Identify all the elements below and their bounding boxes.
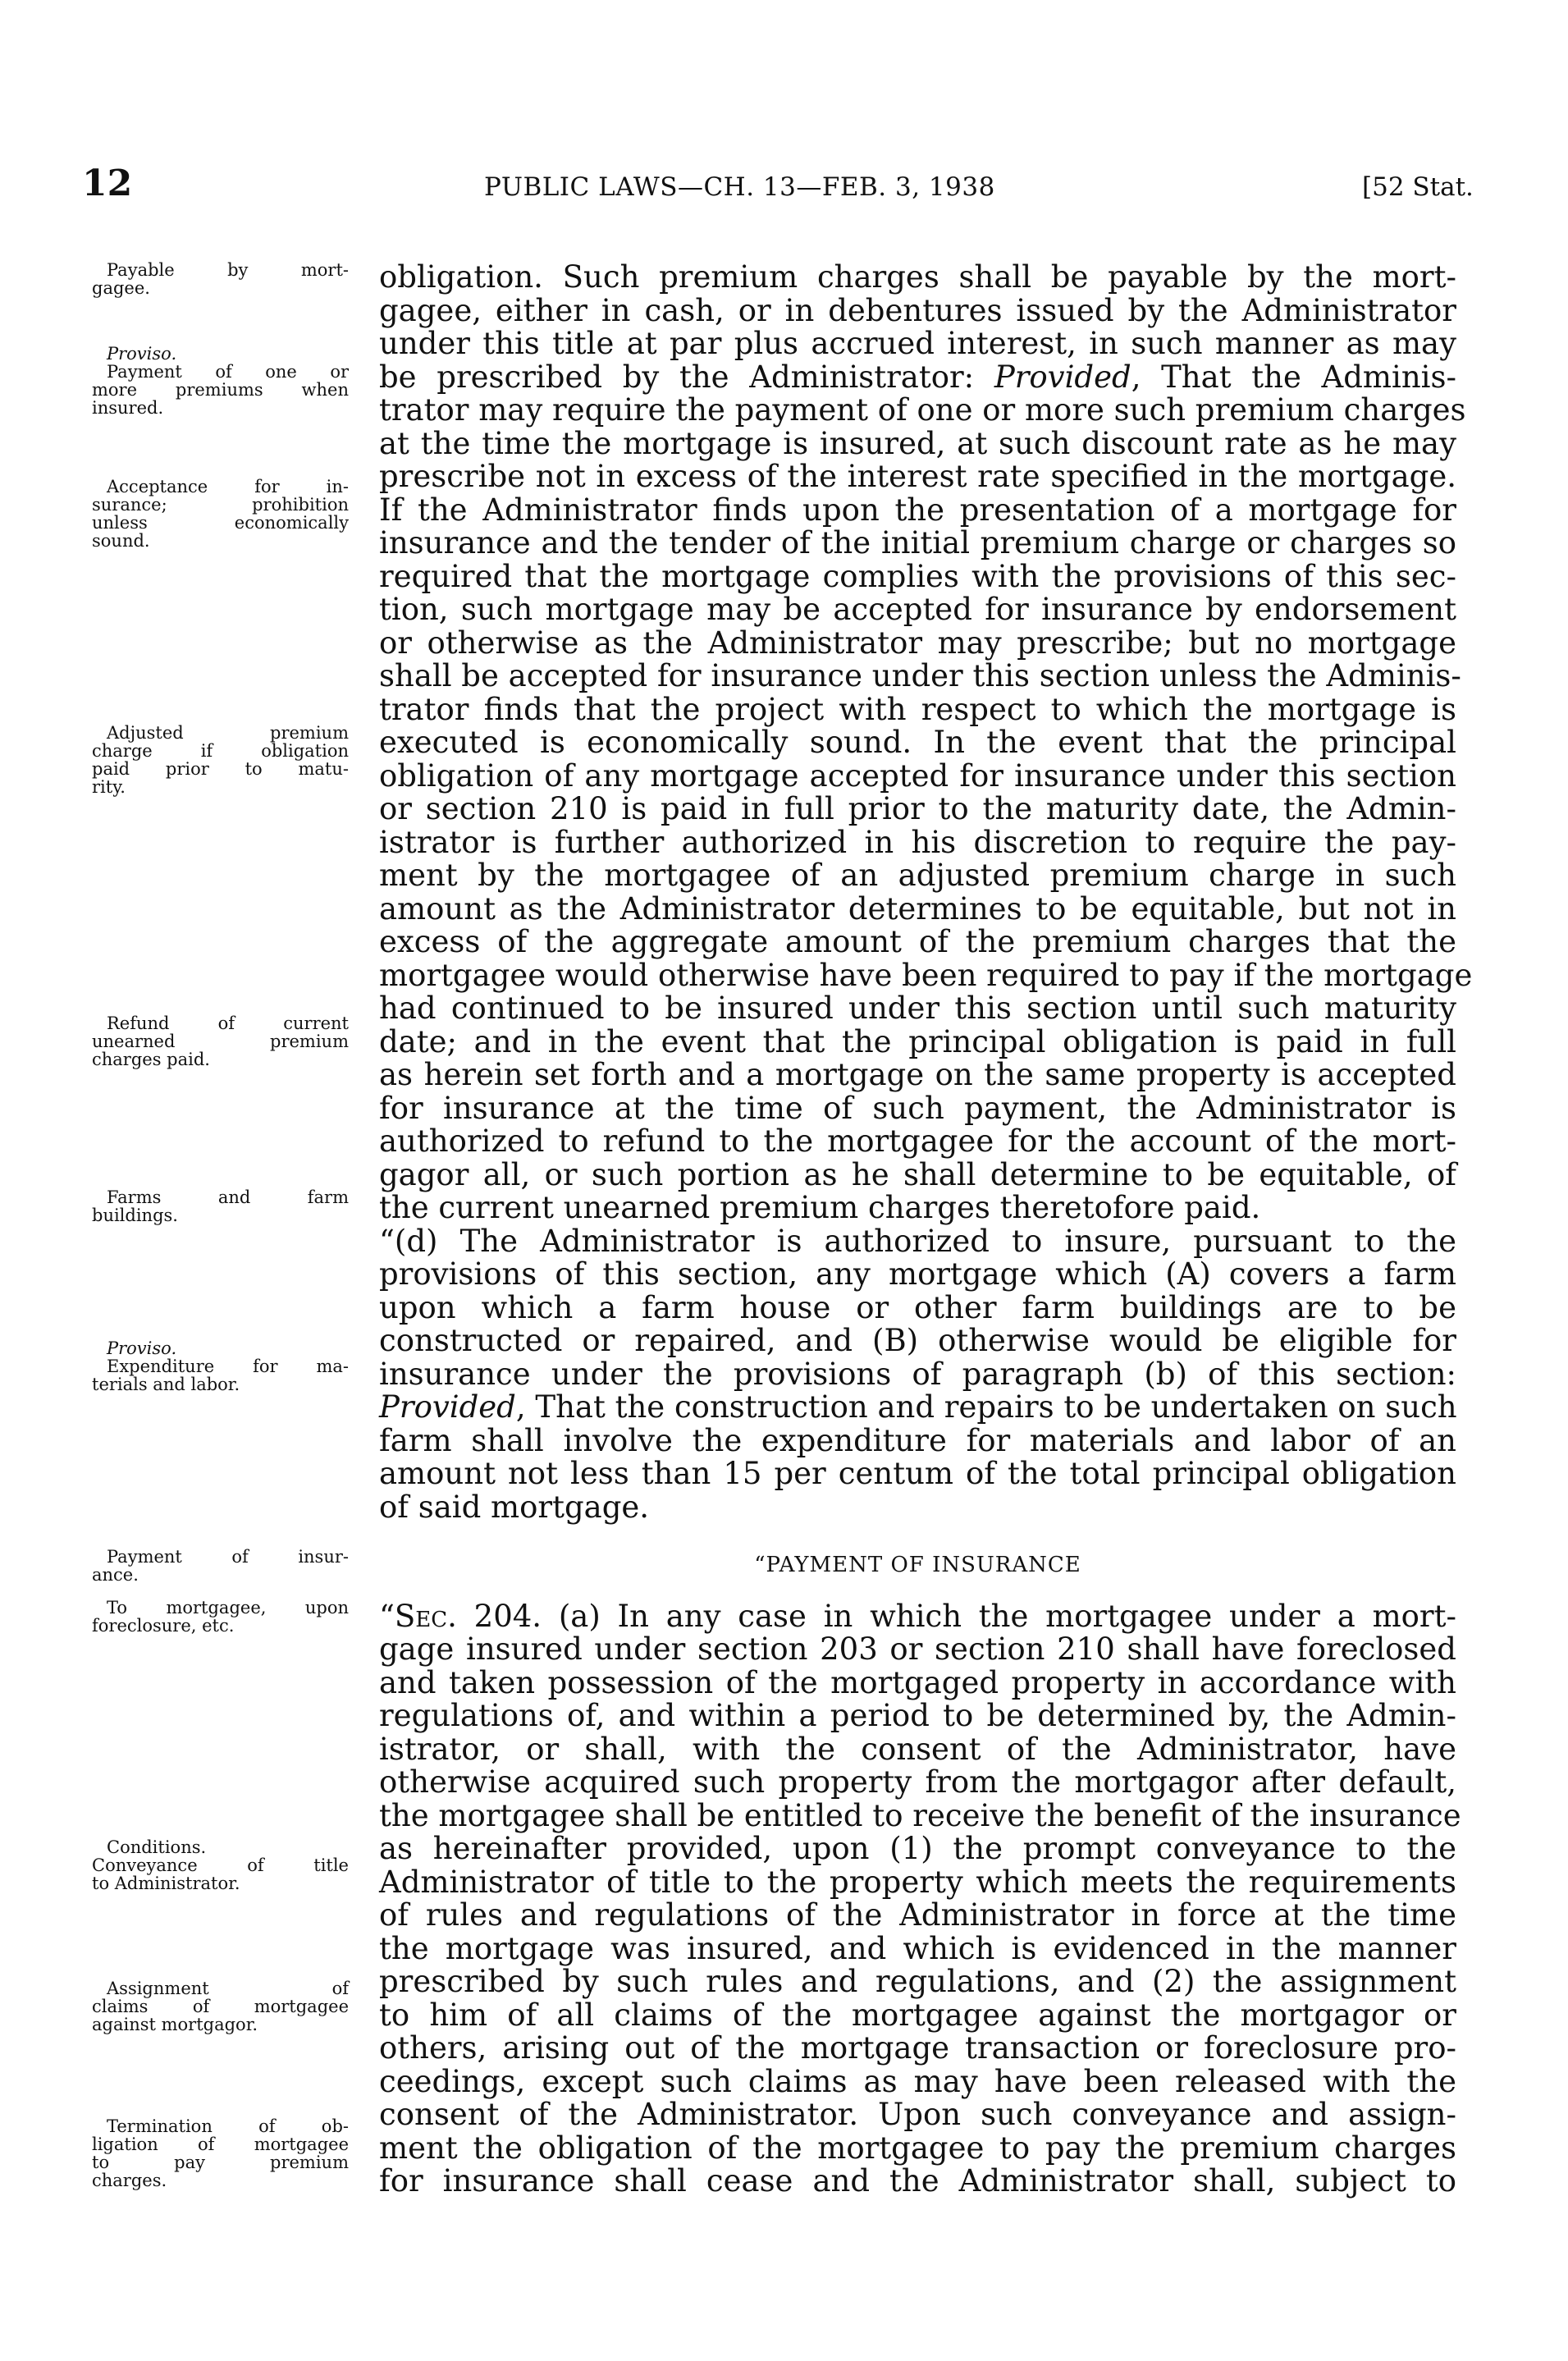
body-line: mortgagee would otherwise have been required to pay if the mortgage: [379, 957, 1473, 993]
margin-note: [92, 345, 349, 417]
margin-note-line: Payment of one or: [107, 362, 349, 382]
margin-note-line: rity.: [92, 777, 126, 797]
body-line: constructed or repaired, and (B) otherwise would be eligible for: [379, 1323, 1456, 1358]
body-line: farm shall involve the expenditure for materials and labor of an: [379, 1422, 1456, 1458]
margin-note-line: gagee.: [92, 278, 150, 298]
body-line: prescribed by such rules and regulations, and (2) the assignment: [379, 1964, 1456, 1999]
body-line: tion, such mortgage may be accepted for insurance by endorsement: [379, 592, 1456, 627]
body-line: istrator is further authorized in his discretion to require the pay-: [379, 824, 1456, 860]
body-line: under this title at par plus accrued interest, in such manner as may: [379, 326, 1456, 361]
body-line: authorized to refund to the mortgagee for the account of the mort-: [379, 1123, 1456, 1159]
body-line: or otherwise as the Administrator may prescribe; but no mortgage: [379, 625, 1456, 661]
body-line: trator may require the payment of one or more such premium charges: [379, 392, 1466, 428]
margin-note-line: Payable by mort-: [107, 260, 349, 280]
body-line: date; and in the event that the principal obligation is paid in full: [379, 1023, 1456, 1059]
body-line: or section 210 is paid in full prior to the maturity date, the Admin-: [379, 791, 1456, 826]
margin-note-line: Farms and farm: [107, 1187, 349, 1207]
body-line: the mortgagee shall be entitled to receive the benefit of the insurance: [379, 1797, 1461, 1833]
body-line: shall be accepted for insurance under this section unless the Adminis-: [379, 658, 1461, 693]
body-line: the current unearned premium charges theretofore paid.: [379, 1190, 1261, 1225]
body-line: at the time the mortgage is insured, at such discount rate as he may: [379, 425, 1456, 461]
margin-note: [92, 478, 349, 550]
margin-note: [92, 1188, 349, 1224]
margin-note: [92, 724, 349, 796]
body-line: trator finds that the project with respect to which the mortgage is: [379, 691, 1456, 727]
margin-note-line: Proviso.: [107, 344, 177, 364]
margin-note-line: unearned premium: [92, 1032, 349, 1051]
body-line: amount not less than 15 per centum of the total principal obligation: [379, 1456, 1456, 1491]
body-line: ceedings, except such claims as may have been released with the: [379, 2063, 1456, 2099]
body-line: “PAYMENT OF INSURANCE: [754, 1553, 1081, 1577]
body-line: provisions of this section, any mortgage which (A) covers a farm: [379, 1256, 1456, 1292]
margin-note-line: to Administrator.: [92, 1874, 240, 1893]
margin-note-line: Expenditure for ma-: [107, 1357, 349, 1376]
margin-note-line: ance.: [92, 1565, 139, 1585]
body-line: regulations of, and within a period to be determined by, the Admin-: [379, 1698, 1456, 1733]
margin-note: [92, 2117, 349, 2189]
margin-note-line: Conditions.: [107, 1837, 207, 1857]
body-line: for insurance at the time of such payment, the Administrator is: [379, 1090, 1456, 1126]
body-line: If the Administrator finds upon the presentation of a mortgage for: [379, 492, 1456, 528]
margin-note-line: Payment of insur-: [107, 1547, 349, 1567]
margin-note: [92, 261, 349, 297]
margin-note: [92, 1014, 349, 1068]
body-line: of said mortgage.: [379, 1489, 650, 1525]
body-line: consent of the Administrator. Upon such conveyance and assign-: [379, 2097, 1456, 2132]
body-line: Provided, That the construction and repairs to be undertaken on such: [379, 1389, 1457, 1425]
margin-note-line: sound.: [92, 531, 150, 551]
body-line: as herein set forth and a mortgage on the same property is accepted: [379, 1057, 1456, 1092]
body-line: “(d) The Administrator is authorized to insure, pursuant to the: [379, 1223, 1456, 1259]
body-line: as hereinafter provided, upon (1) the prompt conveyance to the: [379, 1831, 1456, 1866]
page-number: 12: [82, 162, 133, 204]
margin-note-line: Assignment of: [107, 1979, 349, 1998]
margin-note-line: paid prior to matu-: [92, 759, 349, 779]
body-line: obligation of any mortgage accepted for insurance under this section: [379, 757, 1456, 794]
body-line: gagor all, or such portion as he shall determine to be equitable, of: [379, 1156, 1456, 1192]
body-line: upon which a farm house or other farm buildings are to be: [379, 1289, 1456, 1325]
margin-note-line: Proviso.: [107, 1338, 177, 1358]
body-line: others, arising out of the mortgage transaction or foreclosure pro-: [379, 2030, 1456, 2066]
margin-note-line: Adjusted premium: [107, 723, 349, 743]
margin-note-line: Termination of ob-: [107, 2116, 349, 2136]
body-line: be prescribed by the Administrator: Provided, That the Adminis-: [379, 359, 1456, 395]
body-line: ment the obligation of the mortgagee to pay the premium charges: [379, 2130, 1456, 2166]
body-line: ment by the mortgagee of an adjusted premium charge in such: [379, 858, 1456, 893]
margin-note-line: claims of mortgagee: [92, 1997, 349, 2016]
body-line: prescribe not in excess of the interest rate specified in the mortgage.: [379, 459, 1456, 494]
body-line: insurance under the provisions of paragraph (b) of this section:: [379, 1356, 1456, 1392]
margin-note-line: charges.: [92, 2171, 167, 2190]
body-line: and taken possession of the mortgaged property in accordance with: [379, 1664, 1456, 1700]
margin-note: [92, 1838, 349, 1892]
margin-note-line: insured.: [92, 398, 164, 418]
body-line: executed is economically sound. In the event that the principal: [379, 725, 1456, 760]
margin-note-line: Conveyance of title: [92, 1855, 349, 1875]
margin-note-line: more premiums when: [92, 380, 349, 400]
body-line: “Sec. 204. (a) In any case in which the mortgagee under a mort-: [379, 1598, 1456, 1634]
body-line: istrator, or shall, with the consent of the Administrator, have: [379, 1731, 1456, 1767]
margin-note-line: ligation of mortgagee: [92, 2135, 349, 2154]
margin-note-line: to pay premium: [92, 2153, 349, 2172]
running-head: PUBLIC LAWS—CH. 13—FEB. 3, 1938: [484, 172, 995, 202]
body-line: to him of all claims of the mortgagee against the mortgagor or: [379, 1997, 1456, 2033]
margin-note-line: Refund of current: [107, 1013, 349, 1033]
margin-note-line: Acceptance for in-: [107, 477, 349, 496]
margin-note-line: buildings.: [92, 1206, 178, 1225]
body-line: had continued to be insured under this section until such maturity: [379, 991, 1456, 1026]
body-line: amount as the Administrator determines to be equitable, but not in: [379, 890, 1456, 927]
body-line: gagee, either in cash, or in debentures issued by the Administrator: [379, 292, 1456, 328]
margin-note: [92, 1548, 349, 1584]
margin-note-line: charge if obligation: [92, 741, 349, 761]
margin-note-line: charges paid.: [92, 1050, 210, 1069]
body-line: gage insured under section 203 or section 210 shall have foreclosed: [379, 1631, 1456, 1667]
margin-note-line: against mortgagor.: [92, 2015, 258, 2034]
body-line: for insurance shall cease and the Administrator shall, subject to: [379, 2163, 1456, 2199]
margin-note-line: To mortgagee, upon: [107, 1598, 349, 1617]
margin-note: [92, 1979, 349, 2034]
margin-note: [92, 1339, 349, 1393]
margin-note-line: foreclosure, etc.: [92, 1616, 235, 1636]
body-line: excess of the aggregate amount of the premium charges that the: [379, 924, 1456, 959]
body-line: obligation. Such premium charges shall be payable by the mort-: [379, 259, 1456, 295]
body-line: otherwise acquired such property from the mortgagor after default,: [379, 1764, 1456, 1800]
body-line: of rules and regulations of the Administrator in force at the time: [379, 1897, 1456, 1933]
body-line: the mortgage was insured, and which is evidenced in the manner: [379, 1930, 1456, 1966]
margin-note-line: terials and labor.: [92, 1375, 240, 1394]
margin-note-line: surance; prohibition: [92, 495, 349, 515]
margin-note: [92, 1599, 349, 1635]
body-line: required that the mortgage complies with the provisions of this sec-: [379, 558, 1456, 594]
body-line: insurance and the tender of the initial premium charge or charges so: [379, 525, 1456, 561]
body-line: Administrator of title to the property which meets the requirements: [379, 1864, 1456, 1900]
margin-note-line: unless economically: [92, 513, 349, 533]
volume-reference: [52 Stat.: [1362, 172, 1474, 202]
